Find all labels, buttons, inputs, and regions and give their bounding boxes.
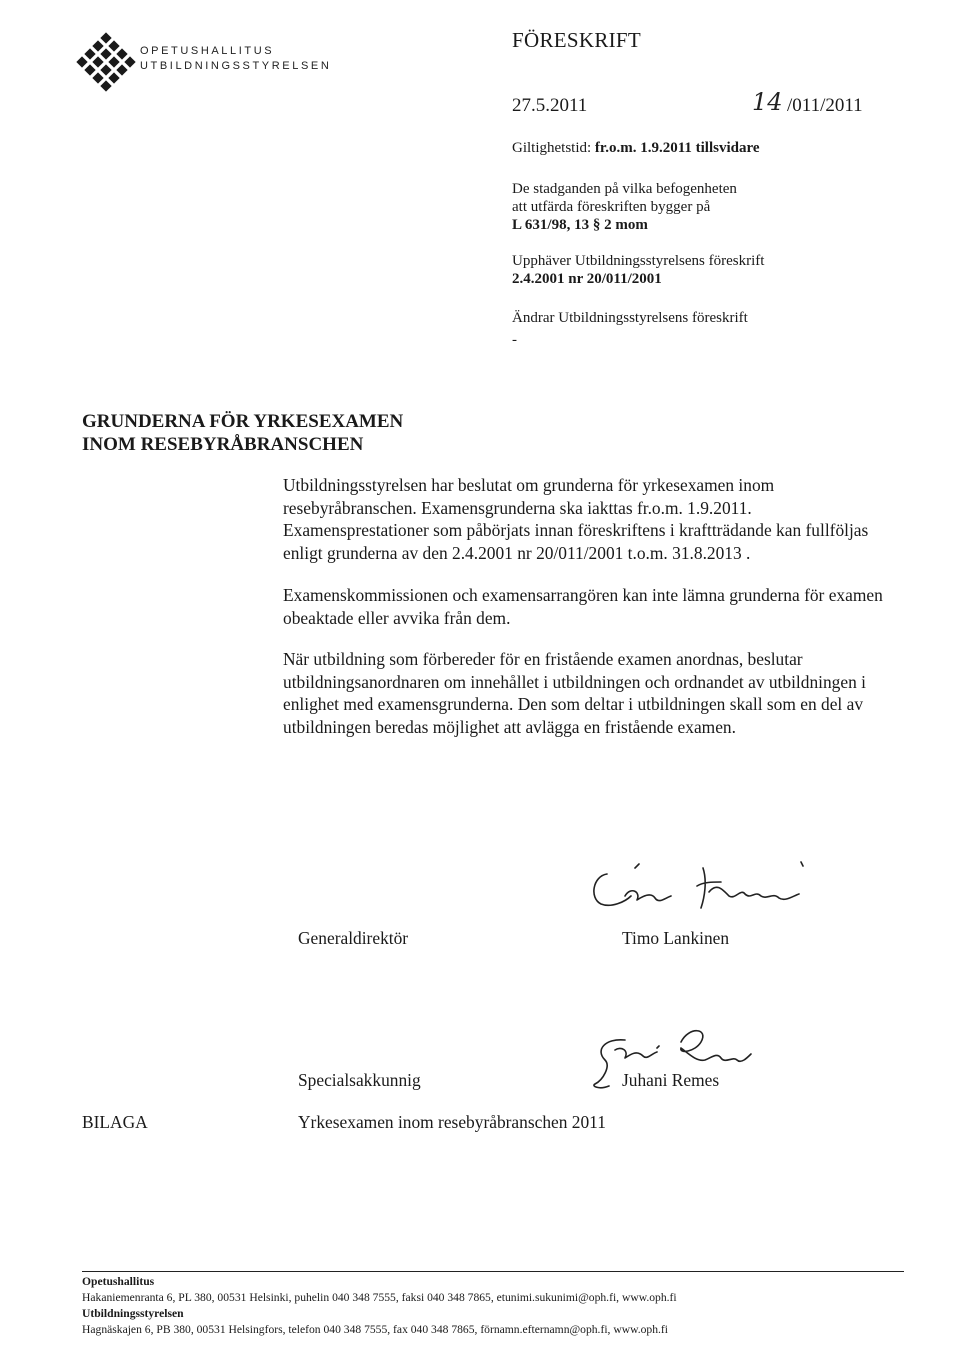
footer bbox=[82, 1274, 677, 1338]
footer-org-fi: Opetushallitus bbox=[82, 1275, 155, 1288]
footer-address-sv: Hagnäskajen 6, PB 380, 00531 Helsingfors, telefon 040 348 7555, fax 040 348 7865, förnamn.efternamn@oph.fi, www.oph.fi bbox=[82, 1323, 668, 1336]
attachment-value: Yrkesexamen inom resebyråbranschen 2011 bbox=[298, 1112, 606, 1132]
body-paragraph: När utbildning som förbereder för en fristående examen anordnas, beslutar utbildningsanordnaren om innehållet i utbildningen och ordnandet av utbildningen i enlighet med examensgrunderna. Den som deltar i utbildningen skall som en del av utbildningen beredas möjlighet att avlägga en fristående examen. bbox=[283, 649, 866, 737]
legal-basis-reference: L 631/98, 13 § 2 mom bbox=[512, 217, 648, 233]
legal-basis-line: att utfärda föreskriften bygger på bbox=[512, 199, 711, 215]
director-title: Generaldirektör bbox=[298, 928, 409, 948]
reference-number-suffix: /011/2011 bbox=[787, 95, 863, 116]
diamond-grid-logo-icon bbox=[76, 32, 136, 92]
org-name-sv: UTBILDNINGSSTYRELSEN bbox=[140, 60, 332, 72]
document-date: 27.5.2011 bbox=[512, 95, 588, 116]
amends-line: Ändrar Utbildningsstyrelsens föreskrift bbox=[512, 310, 748, 326]
organization-name bbox=[140, 44, 331, 74]
director-name: Timo Lankinen bbox=[622, 928, 730, 948]
validity-period bbox=[512, 139, 760, 157]
repeals-block bbox=[512, 252, 764, 288]
body-paragraph: Examenskommissionen och examensarrangören kan inte lämna grunderna för examen obeaktade eller avvika från dem. bbox=[283, 585, 883, 628]
repeals-reference: 2.4.2001 nr 20/011/2001 bbox=[512, 271, 662, 287]
title-line: GRUNDERNA FÖR YRKESEXAMEN bbox=[82, 411, 404, 432]
handwritten-reference-number: 14 bbox=[752, 88, 783, 116]
footer-address-fi: Hakaniemenranta 6, PL 380, 00531 Helsinki, puhelin 040 348 7555, faksi 040 348 7865, etunimi.sukunimi@oph.fi, www.oph.fi bbox=[82, 1291, 677, 1304]
footer-org-sv: Utbildningsstyrelsen bbox=[82, 1307, 184, 1320]
title-line: INOM RESEBYRÅBRANSCHEN bbox=[82, 434, 364, 455]
amends-reference: - bbox=[512, 332, 517, 348]
org-name-fi: OPETUSHALLITUS bbox=[140, 45, 275, 57]
director-signature bbox=[585, 852, 815, 922]
body-paragraph: Utbildningsstyrelsen har beslutat om grunderna för yrkesexamen inom resebyråbranschen. Examensgrunderna ska iakttas fr.o.m. 1.9.2011. Examensprestationer som påbörjats innan föreskriftens i kraftträdande kan fullföljas enligt grunderna av den 2.4.2001 nr 20/011/2001 t.o.m. 31.8.2013 . bbox=[283, 475, 869, 563]
legal-basis-line: De stadganden på vilka befogenheten bbox=[512, 181, 737, 197]
validity-value: fr.o.m. 1.9.2011 tillsvidare bbox=[594, 140, 760, 156]
document-type: FÖRESKRIFT bbox=[512, 28, 642, 52]
expert-name: Juhani Remes bbox=[622, 1070, 720, 1090]
repeals-line: Upphäver Utbildningsstyrelsens föreskrift bbox=[512, 253, 765, 269]
document-title bbox=[82, 410, 403, 456]
legal-basis bbox=[512, 180, 737, 234]
expert-title: Specialsakkunnig bbox=[298, 1070, 421, 1090]
amends-block bbox=[512, 309, 748, 349]
attachment-label: BILAGA bbox=[82, 1112, 148, 1132]
footer-divider bbox=[82, 1271, 904, 1272]
validity-label: Giltighetstid: bbox=[512, 140, 595, 156]
